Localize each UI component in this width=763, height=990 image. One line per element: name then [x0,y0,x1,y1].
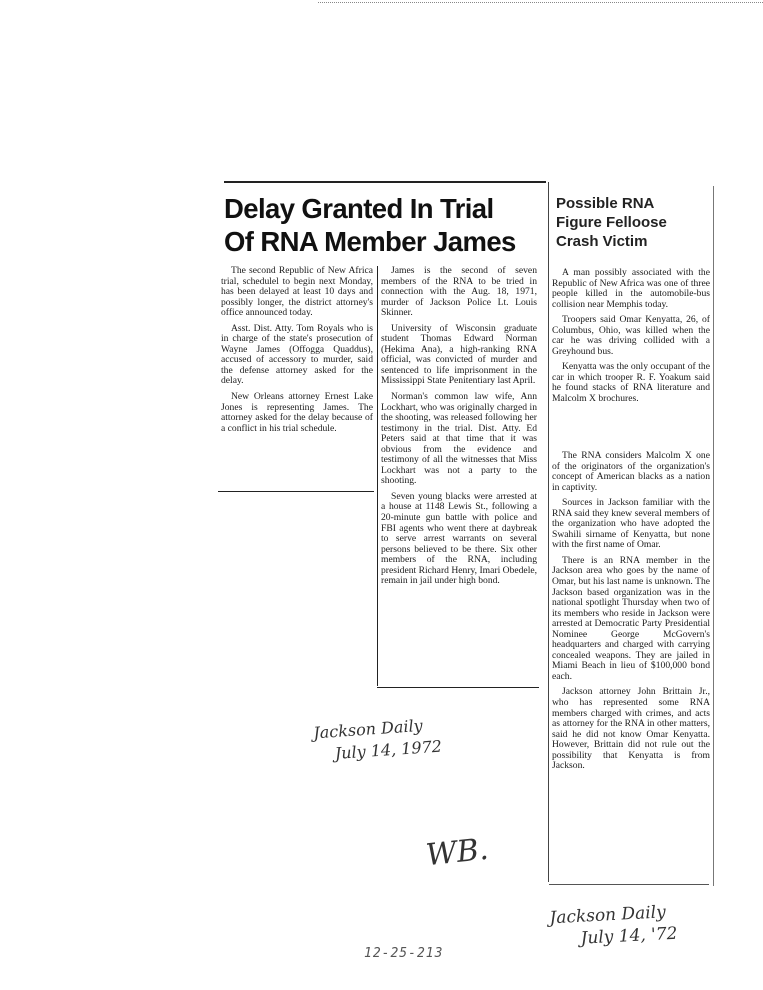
article-paragraph: New Orleans attorney Ernest Lake Jones is representing James. The attorney asked for the delay because of a conflict in his trial schedule. [221,391,373,434]
article-paragraph: Sources in Jackson familiar with the RNA said they knew several members of the organization who have adopted the Swahili sirname of Kenyatta, but none with the first name of Omar. [552,497,710,551]
article-paragraph: There is an RNA member in the Jackson area who goes by the name of Omar, but his last name is unknown. The Jackson based organization was in the national spotlight Thursday when two of its members who reside in Jackson were arrested at Democratic Party Presidential Nominee George McGovern's headquarters and charged with carrying concealed weapons. They are jailed in Miami Beach in lieu of $100,000 bond each. [552,554,710,682]
side-column-top [552,268,710,410]
handwritten-date: July 14, '72 [580,923,678,949]
article-column-2 [381,266,537,592]
article-paragraph: Asst. Dist. Atty. Tom Royals who is in charge of the state's prosecution of Wayne James (Offogga Quaddus), accused of accessory to murder, said the defense attorney asked for the delay. [221,322,373,387]
article-paragraph: Jackson attorney John Brittain Jr., who has represented some RNA members charged with crimes, and acts as attorney for the RNA in other matters, said he did not know Omar Kenyatta. However, Brittain did not rule out the possibility that Kenyatta is from Jackson. [552,686,710,772]
handwritten-paper-name: Jackson Daily [548,902,667,929]
side-headline [556,194,716,251]
side-bottom-rule [549,884,709,885]
file-number-stamp: 12-25-213 [364,946,444,961]
side-right-border [713,186,714,886]
article-paragraph: James is the second of seven members of the RNA to be tried in connection with the Aug. 18, 1971, murder of Jackson Police Lt. Louis Skinner. [381,265,537,319]
article-paragraph: Seven young blacks were arrested at a house at 1148 Lewis St., following a 20-minute gun battle with police and FBI agents who went there at daybreak to serve arrest warrants on several persons believed to be there. Six other members of the RNA, including president Richard Henry, Imari Obedele, remain in jail under high bond. [381,490,538,587]
side-headline-line-3: Crash Victim [556,233,648,250]
handwritten-date: July 14, 1972 [334,736,443,763]
article-paragraph: The second Republic of New Africa trial, schedulel to begin next Monday, has been delayed at least 10 days and possibly longer, the district attorney's office announced today. [221,265,373,319]
article-paragraph: Troopers said Omar Kenyatta, 26, of Columbus, Ohio, was killed when the car he was driving collided with a Greyhound bus. [552,314,710,357]
headline-line-2: Of RNA Member James [224,226,516,257]
article-paragraph: The RNA considers Malcolm X one of the originators of the organization's concept of American blacks as a nation in captivity. [552,450,710,493]
side-left-border [548,182,549,882]
top-dotted-border [318,2,763,3]
handwritten-source-1 [313,714,443,767]
article-paragraph: University of Wisconsin graduate student Thomas Edward Norman (Hekima Ana), a high-ranking RNA official, was convicted of murder and sentenced to life imprisonment in the Mississippi State Penitentiary last April. [381,322,537,387]
handwritten-source-2 [549,901,678,952]
side-headline-line-2: Figure Felloose [556,214,667,231]
side-column-bottom [552,451,710,777]
headline-top-rule [224,181,546,183]
headline-line-1: Delay Granted In Trial [224,193,494,224]
handwritten-initials: WB. [424,831,491,874]
article-paragraph: Norman's common law wife, Ann Lockhart, who was originally charged in the shooting, was released following her testimony in the trial. Dist. Atty. Ed Peters said at that time that it was obvious from the evidence and testimony of all the witnesses that Miss Lockhart was not a party to the shooting. [381,391,537,487]
main-headline [224,192,544,258]
handwritten-paper-name: Jackson Daily [312,715,424,743]
column-divider [377,266,378,686]
article-paragraph: A man possibly associated with the Republic of New Africa was one of three people killed in the automobile-bus collision near Memphis today. [552,267,710,310]
side-headline-line-1: Possible RNA [556,195,655,212]
column-2-bottom-rule [377,687,539,688]
article-paragraph: Kenyatta was the only occupant of the car in which trooper R. F. Yoakum said he found stacks of RNA literature and Malcolm X brochures. [552,361,710,405]
column-1-bottom-rule [218,491,374,492]
article-column-1 [221,266,373,439]
